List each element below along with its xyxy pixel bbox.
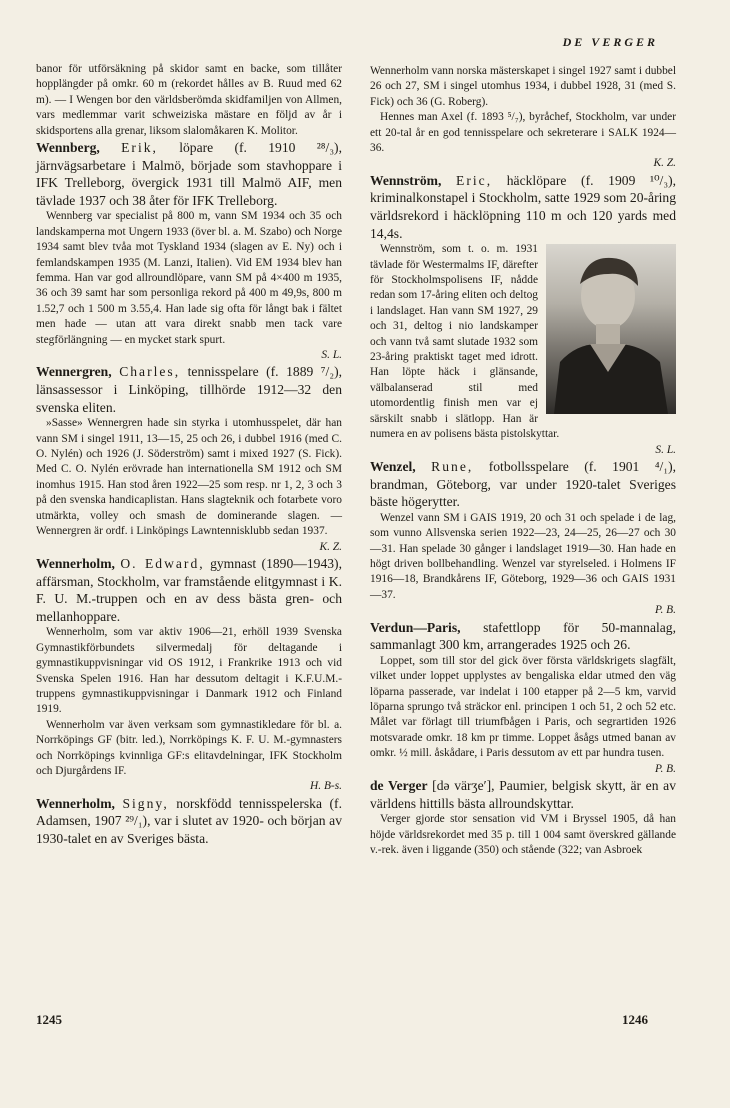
portrait-photo <box>546 244 676 414</box>
entry-headword: de Verger <box>370 777 428 793</box>
paragraph-text: Loppet, som till stor del gick över första världskrigets slagfält, vilket under loppet upplystes av bengaliska eldar utmed den väg löparna passerade, var indelat i 100 etapper på 2—5 km, varvid löparna sprungo två sträckor enl. principen 1 och 51, 2 och 52 etc. Målet var förlagt till triumfbågen i Paris, och segrartiden 1926 motsvarade omkr. 18 km pr timme. Loppet åsågs utmed banan av omkr. ½ mill. åskådare, i Paris dessutom av ett par hundra tusen. <box>370 654 676 760</box>
paragraph-text: Wenzel vann SM i GAIS 1919, 20 och 31 och spelade i de lag, som vunno Allsvenska serien 1922—23, 24—25, 26—27 och 30—31. Han spelade 30 gånger i landslaget 1919—30. Han hade en högt driven bollbehandling. Wenzel var styrelseled. i Holmens IF 1916—18, Brandkårens IF, Göteborg, 1929—36 och GAIS 1931—37. <box>370 511 676 601</box>
entry-paragraph <box>36 555 342 625</box>
author-signature: S. L. <box>655 443 676 456</box>
page-number-right: 1246 <box>622 1012 648 1027</box>
paragraph-text: Wennerholm var även verksam som gymnastikledare för bl. a. Norrköpings GF (bitr. led.), Norrköpings K. F. U. M.-gymnasters och Norrköpings kvinnliga GF:s elitavdelningar, IFK Stockholm och Djurgårdens IF. <box>36 718 342 777</box>
entry-paragraph <box>36 139 342 209</box>
entry-headword: Wennerholm, <box>36 795 115 811</box>
body-paragraph <box>36 416 342 555</box>
body-paragraph <box>370 654 676 777</box>
entry-paragraph <box>370 172 676 242</box>
entry-given-name: Charles, <box>119 364 181 380</box>
entry-headword: Wennergren, <box>36 364 112 380</box>
body-paragraph <box>370 511 676 619</box>
body-paragraph <box>370 64 676 110</box>
entry-text: [də värʒe′], Paumier, belgisk skytt, är en av världens hittills bästa allroundskyttar. <box>370 777 676 811</box>
entry-text: norskfödd tennisspelerska (f. Adamsen, 1907 ²⁹/₁), var i slutet av 1920- och början av 1930-talet en av Sveriges bästa. <box>36 795 342 846</box>
author-signature: P. B. <box>655 604 676 617</box>
right-column <box>370 64 676 858</box>
body-paragraph <box>36 209 342 363</box>
paragraph-text: Wennerholm vann norska mästerskapet i singel 1927 samt i dubbel 26 och 27, SM i singel utomhus 1934, i dubbel 1928, 31 (med S. Fick) och 36 (G. Roberg). <box>370 65 676 108</box>
left-column <box>36 62 342 848</box>
body-paragraph <box>36 625 342 717</box>
author-signature: K. Z. <box>653 157 676 170</box>
running-header: DE VERGER <box>562 35 658 49</box>
entry-headword: Wennström, <box>370 172 442 188</box>
paragraph-text: Verger gjorde stor sensation vid VM i Bryssel 1905, då han höjde världsrekordet med 35 p. till 1 004 samt överskred gällande v.-rek. även i liggande (350) och stående (322; van Asbroek <box>370 813 676 856</box>
entry-text: tennisspelare (f. 1889 ⁷/₂), länsassessor i Linköping, tillhörde 1912—32 den svenska eliten. <box>36 364 342 415</box>
body-paragraph <box>36 718 342 795</box>
entry-paragraph <box>370 619 676 654</box>
entry-paragraph <box>370 458 676 511</box>
paragraph-text: Wennerholm, som var aktiv 1906—21, erhöll 1939 Svenska Gymnastikförbundets silvermedalj för deltagande i gymnastikuppvisningar vid OS 1912, i Frankrike 1913 och vid Svenska Spelen 1916. Han har dessutom deltagit i K.F.U.M.-truppens gymnastikuppvisningar i Danmark 1912 och Finland 1919. <box>36 626 342 716</box>
paragraph-text: Wennström, som t. o. m. 1931 tävlade för Westermalms IF, därefter för Stockholmspolisens IF, nådde redan som 17-åring eliten och deltog i landslaget. Han vann SM 1927, 29 och 31, deltog i nio landskamper och vann två samt slutade 1932 som 23-åring praktiskt taget med idrott. Han löpte häck i glänsande, välbalanserad stil med utomordentlig finish men var ej särskilt snabb i slätlopp. Han är numera en av polisens bästa pistolskyttar. <box>370 243 560 441</box>
body-paragraph <box>36 62 342 139</box>
entry-text: stafettlopp för 50-mannalag, sammanlagt 300 km, arrangerades 1925 och 26. <box>370 619 676 653</box>
entry-headword: Wennerholm, <box>36 555 115 571</box>
entry-headword: Wennberg, <box>36 140 100 156</box>
author-signature: K. Z. <box>319 540 342 553</box>
entry-given-name: Eric, <box>456 172 493 188</box>
body-paragraph <box>370 812 676 858</box>
page-number-left: 1245 <box>36 1012 62 1027</box>
entry-text: häcklöpare (f. 1909 ¹⁰/₃), kriminalkonstapel i Stockholm, satte 1929 som 20-åring världsrekord i häcklöpning 110 m och 120 yards med 14,4s. <box>370 172 676 241</box>
paragraph-text: Hennes man Axel (f. 1893 ⁵/₇), byråchef, Stockholm, var under ett 20-tal år en god tennisspelare och sekreterare i SALK 1924—36. <box>370 111 676 155</box>
entry-given-name: Erik, <box>121 140 158 156</box>
entry-given-name: Signy, <box>122 795 169 811</box>
paragraph-text: banor för utförsäkning på skidor samt en backe, som tillåter hopplängder på omkr. 60 m (rekordet hålles av B. Ruud med 62 m). — I Wengen bor den världsberömda skidfamiljen von Allmen, vars medlemmar varit schweiziska mästare en följd av år i skidsportens alla grenar, liksom slalomåkaren K. Molitor. <box>36 63 342 137</box>
author-signature: P. B. <box>655 762 676 775</box>
entry-paragraph <box>370 777 676 812</box>
paragraph-text: »Sasse» Wennergren hade sin styrka i utomhusspelet, där han vann SM i singel 1911, 13—15, 25 och 26, i dubbel 1916 (med C. O. Nylén) och 1926 (J. Söderström) samt i mixed 1927 (S. Fick). Med C. O. Nylén erövrade han internationella SM 1912 och SM inomhus 1915. Han stod åren 1922—25 som resp. nr 1, 2, 3 och 3 på den svenska handicaplistan. Hans slagteknik och fotarbete voro utmärkta, volley och smash de dominerande slagen. — Wennergren är ordf. i Linköpings Lawntennisklubb sedan 1937. <box>36 417 342 538</box>
entry-text: löpare (f. 1910 ²⁸/₃), järnvägsarbetare i Malmö, började som stavhoppare i IFK Trelleborg, övergick 1931 till Malmö AIF, men tävlade 1937 och 38 åter för IFK Trelleborg. <box>36 140 342 208</box>
entry-given-name: Rune, <box>431 458 474 474</box>
author-signature: H. B-s. <box>310 780 342 793</box>
entry-headword: Wenzel, <box>370 458 416 474</box>
entry-paragraph <box>36 795 342 848</box>
entry-given-name: O. Edward, <box>120 555 205 571</box>
entry-text: fotbollsspelare (f. 1901 ⁴/₁), brandman, Göteborg, var under 1920-talet Sveriges bäste högerytter. <box>370 458 676 510</box>
entry-paragraph <box>36 363 342 416</box>
entry-text: gymnast (1890—1943), affärsman, Stockholm, var framstående elitgymnast i K. F. U. M.-truppen och en av dess bästa gren- och mellanhoppare. <box>36 555 342 624</box>
entry-headword: Verdun—Paris, <box>370 619 461 635</box>
author-signature: S. L. <box>321 349 342 362</box>
body-paragraph <box>370 110 676 172</box>
body-paragraph <box>370 242 676 458</box>
paragraph-text: Wennberg var specialist på 800 m, vann SM 1934 och 35 och landskamperna mot Ungern 1933 (över bl. a. M. Szabo) och Norge 1934 samt blev tvåa mot Tyskland 1934 (slagen av E. Ny) och i femlandskampen 1935 (M. Lanzi, Italien). Vid EM 1934 blev han femma. Han var god allroundlöpare, vann SM på 4×400 m 1935, 36 och 39 samt har som personliga rekord på 400 m 49,9s, 800 m 1.52,7 och 1 500 m 3.55,4. Han lade sig ofta för långt bak i fältet men hade — utan att vara direkt snabb men tack vare stegförlängning — en mycket stark spurt. <box>36 210 342 346</box>
